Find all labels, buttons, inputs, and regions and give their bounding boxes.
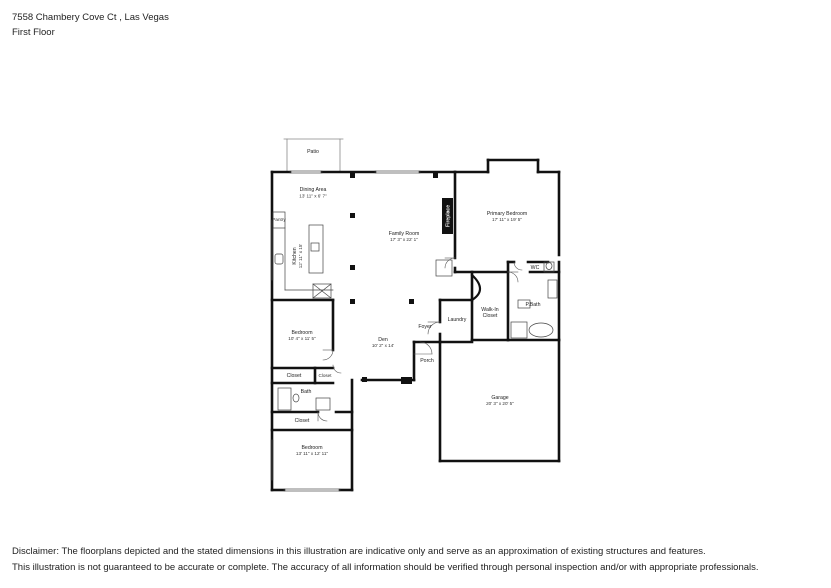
room-wc-label: WC xyxy=(530,265,540,271)
room-den-dim: 10' 2" x 14' xyxy=(371,343,395,348)
room-patio-label: Patio xyxy=(307,149,319,155)
room-family-dim: 17' 3" x 22' 1" xyxy=(390,237,418,242)
room-labels xyxy=(272,149,540,456)
room-foyer-label: Foyer xyxy=(418,324,432,330)
room-bedroom1-label: Bedroom xyxy=(291,330,313,336)
fireplace-label: Fireplace xyxy=(445,205,452,227)
room-primary-label: Primary Bedroom xyxy=(486,211,528,217)
room-primary-dim: 17' 11" x 19' 5" xyxy=(492,217,522,222)
room-pantry-label: Pantry xyxy=(272,217,286,222)
room-walkin-label: Walk-In xyxy=(481,307,499,313)
room-kitchen-label: Kitchen xyxy=(292,247,298,265)
room-walkin-label-2: Closet xyxy=(482,313,498,319)
room-garage-label: Garage xyxy=(491,395,509,401)
fireplace xyxy=(442,198,453,234)
room-family-label: Family Room xyxy=(388,231,420,237)
room-bedroom1-dim: 10' 4" x 11' 5" xyxy=(288,336,316,341)
room-dining-label: Dining Area xyxy=(299,187,327,193)
floor-label: First Floor xyxy=(12,27,55,38)
room-bath-label: Bath xyxy=(300,389,312,395)
room-closet3-label: Closet xyxy=(294,418,310,424)
room-kitchen-dim: 12' 11" x 15' xyxy=(298,243,303,269)
room-porch-label: Porch xyxy=(420,358,434,364)
room-bedroom2-dim: 13' 11" x 12' 11" xyxy=(295,451,329,456)
room-pbath-label: P.Bath xyxy=(525,302,541,308)
disclaimer-line-2: This illustration is not guaranteed to be accurate or complete. The accuracy of all information should be verified through personal inspection and/or with appropriate professionals. xyxy=(12,562,759,573)
room-bedroom2-label: Bedroom xyxy=(301,445,323,451)
room-closet2-label: Closet xyxy=(318,373,332,378)
columns xyxy=(350,173,438,384)
room-garage-dim: 20' 3" x 20' 5" xyxy=(486,401,514,406)
room-dining-dim: 13' 11" x 6' 7" xyxy=(299,193,327,199)
room-laundry-label: Laundry xyxy=(447,317,467,323)
property-address: 7558 Chambery Cove Ct , Las Vegas xyxy=(12,12,169,23)
room-den-label: Den xyxy=(378,337,388,343)
room-closet1-label: Closet xyxy=(286,373,302,379)
disclaimer-line-1: Disclaimer: The floorplans depicted and the stated dimensions in this illustration are indicative only and serve as an approximation of existing structures and features. xyxy=(12,546,706,557)
